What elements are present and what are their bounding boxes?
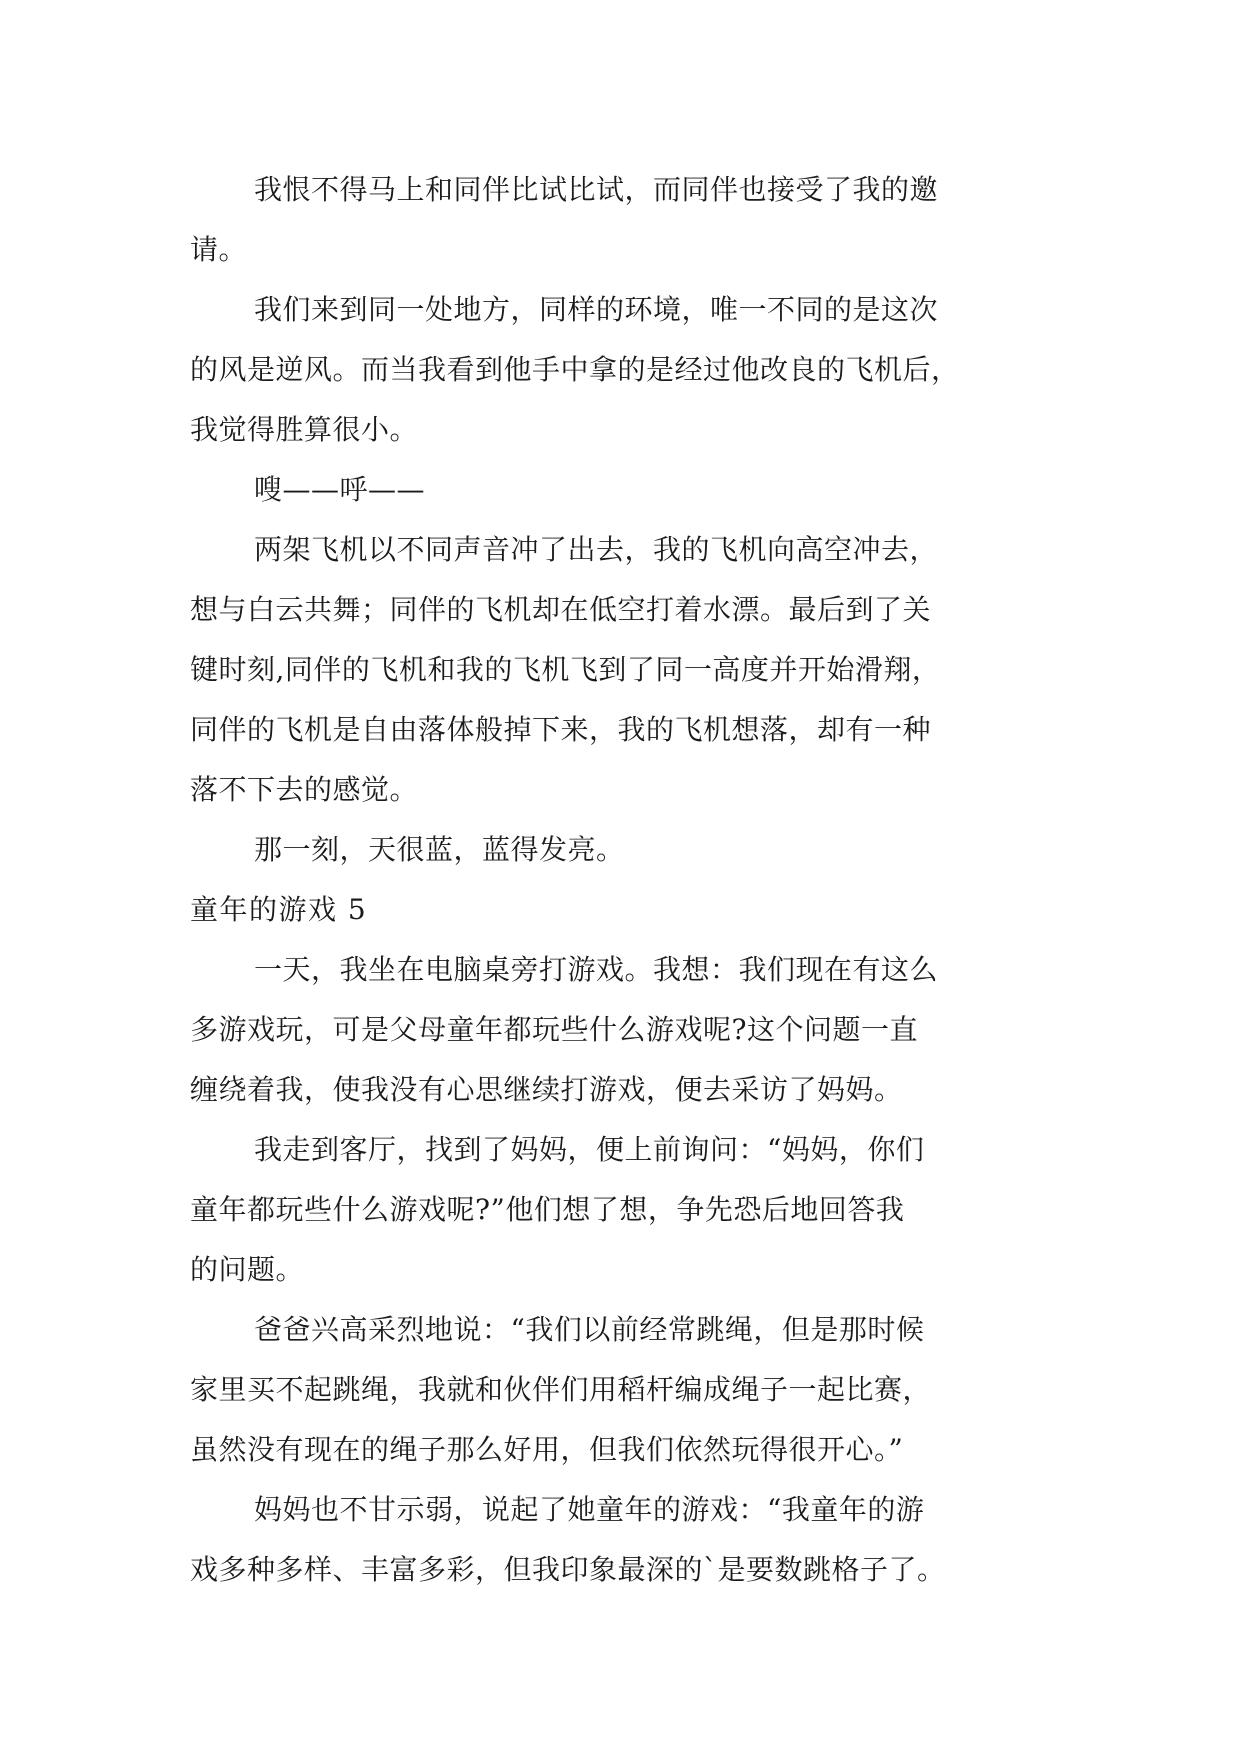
text-line: 我觉得胜算很小。 (190, 413, 419, 446)
text-line: 妈妈也不甘示弱，说起了她童年的游戏：“我童年的游 (254, 1493, 925, 1526)
text-line: 童年都玩些什么游戏呢?”他们想了想，争先恐后地回答我 (190, 1193, 905, 1226)
text-line: 嗖——呼—— (254, 473, 426, 506)
text-line: 两架飞机以不同声音冲了出去，我的飞机向高空冲去， (254, 533, 939, 566)
text-line: 多游戏玩，可是父母童年都玩些什么游戏呢?这个问题一直 (190, 1013, 919, 1046)
text-line: 那一刻，天很蓝，蓝得发亮。 (254, 833, 625, 866)
document-body (190, 160, 1052, 1600)
text-line: 落不下去的感觉。 (190, 773, 419, 806)
text-line: 想与白云共舞；同伴的飞机却在低空打着水漂。最后到了关 (190, 593, 932, 626)
text-line: 缠绕着我，使我没有心思继续打游戏，便去采访了妈妈。 (190, 1073, 903, 1106)
section-heading: 童年的游戏 5 (190, 893, 368, 926)
text-line: 键时刻,同伴的飞机和我的飞机飞到了同一高度并开始滑翔， (190, 653, 941, 686)
text-line: 请。 (190, 233, 248, 266)
text-line: 戏多种多样、丰富多彩，但我印象最深的`是要数跳格子了。 (190, 1553, 946, 1586)
text-line: 我们来到同一处地方，同样的环境，唯一不同的是这次 (254, 293, 939, 326)
text-line: 我走到客厅，找到了妈妈，便上前询问：“妈妈，你们 (254, 1133, 925, 1166)
text-line: 家里买不起跳绳，我就和伙伴们用稻杆编成绳子一起比赛， (190, 1373, 932, 1406)
text-line: 的风是逆风。而当我看到他手中拿的是经过他改良的飞机后， (190, 353, 960, 386)
text-line: 我恨不得马上和同伴比试比试，而同伴也接受了我的邀 (254, 173, 939, 206)
text-line: 虽然没有现在的绳子那么好用，但我们依然玩得很开心。” (190, 1433, 904, 1466)
text-line: 一天，我坐在电脑桌旁打游戏。我想：我们现在有这么 (254, 953, 939, 986)
text-line: 同伴的飞机是自由落体般掉下来，我的飞机想落，却有一种 (190, 713, 932, 746)
text-line: 爸爸兴高采烈地说：“我们以前经常跳绳，但是那时候 (254, 1313, 925, 1346)
text-line: 的问题。 (190, 1253, 305, 1286)
